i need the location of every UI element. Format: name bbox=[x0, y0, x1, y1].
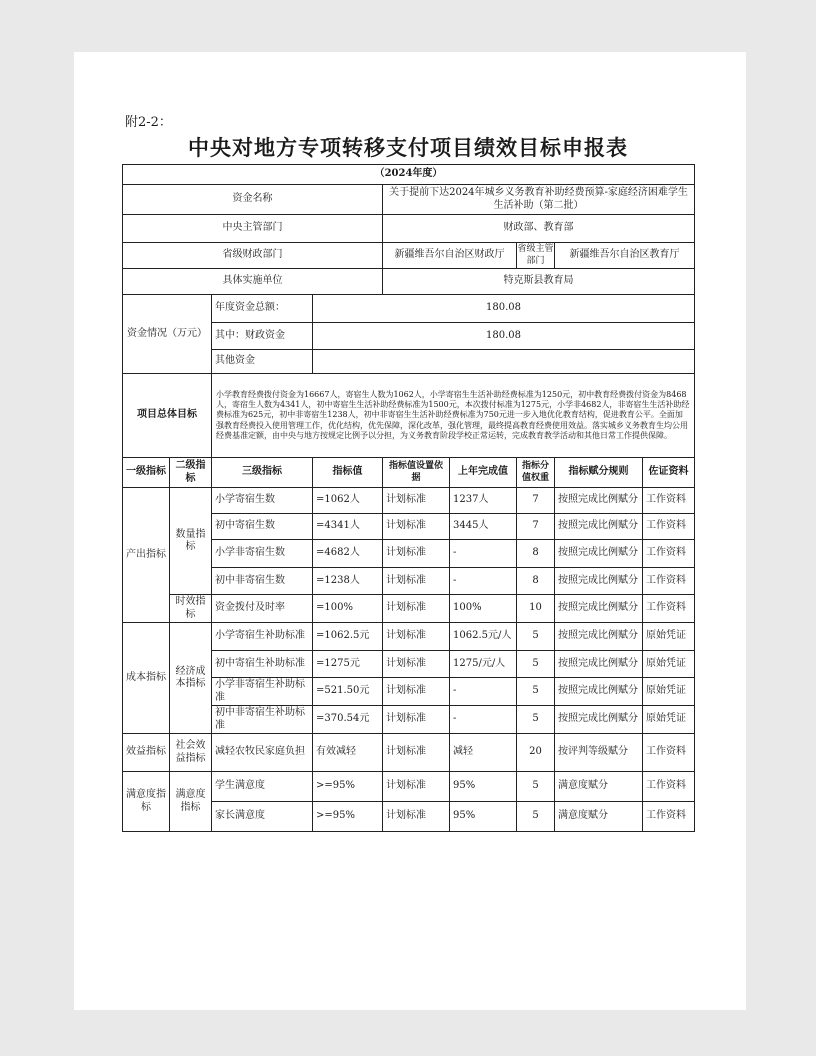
row-basis: 计划标准 bbox=[383, 651, 450, 678]
row-value: =1062.5元 bbox=[313, 623, 383, 651]
prov-dept-label: 省级主管部门 bbox=[517, 243, 555, 269]
row-value: =521.50元 bbox=[313, 678, 383, 706]
row-weight: 8 bbox=[517, 568, 555, 595]
row-l3: 小学非寄宿生数 bbox=[212, 540, 313, 568]
row-l3: 小学寄宿生补助标准 bbox=[212, 623, 313, 651]
row-value: =4682人 bbox=[313, 540, 383, 568]
other-funds-value bbox=[313, 350, 695, 374]
goal-text: 小学教育经费拨付资金为16667人，寄宿生人数为1062人，小学寄宿生生活补助经费标准为1250元，初中教育经费拨付资金为8468人，寄宿生人数为4341人，初中寄宿生生活补助经费标准为1500元，本次拨付标准为1275元，小学非4682人，非寄宿生生活补助经费标准为625元，初中非寄宿生1238人，初中非寄宿生生活补助经费标准为750元进一步入地优化教育结构，促进教育公平。全面加强教育经费投入使用管理工作，优化结构，优先保障，深化改革，强化管理，最终提高教育经费使用效益。落实城乡义务教育生均公用经费基准定额，由中央与地方按规定比例予以分担，为义务教育阶段学校正常运转，完成教育教学活动和其他日常工作提供保障。 bbox=[212, 374, 695, 458]
header-basis: 指标值设置依据 bbox=[383, 458, 450, 488]
table-row bbox=[123, 734, 695, 772]
annual-total-value: 180.08 bbox=[313, 295, 695, 323]
row-last: - bbox=[450, 568, 517, 595]
central-dept-label: 中央主管部门 bbox=[123, 215, 383, 243]
row-evidence: 原始凭证 bbox=[643, 706, 695, 734]
cat-timeliness: 时效指标 bbox=[170, 595, 212, 623]
impl-unit-value: 特克斯县教育局 bbox=[383, 269, 695, 295]
cat-econ-cost: 经济成本指标 bbox=[170, 623, 212, 734]
row-last: 95% bbox=[450, 772, 517, 802]
table-row bbox=[123, 623, 695, 651]
row-value: =1275元 bbox=[313, 651, 383, 678]
row-weight: 7 bbox=[517, 488, 555, 514]
row-weight: 7 bbox=[517, 514, 555, 540]
cat-benefit: 效益指标 bbox=[123, 734, 170, 772]
row-evidence: 工作资料 bbox=[643, 802, 695, 832]
row-value: =370.54元 bbox=[313, 706, 383, 734]
row-weight: 5 bbox=[517, 802, 555, 832]
row-weight: 8 bbox=[517, 540, 555, 568]
cat-satisfaction: 满意度指标 bbox=[123, 772, 170, 832]
row-last: - bbox=[450, 540, 517, 568]
row-weight: 5 bbox=[517, 706, 555, 734]
cat-satisfaction-2: 满意度指标 bbox=[170, 772, 212, 832]
row-weight: 10 bbox=[517, 595, 555, 623]
row-l3: 小学非寄宿生补助标准 bbox=[212, 678, 313, 706]
row-last: 1062.5元/人 bbox=[450, 623, 517, 651]
row-value: >=95% bbox=[313, 772, 383, 802]
row-basis: 计划标准 bbox=[383, 802, 450, 832]
row-l3: 初中非寄宿生数 bbox=[212, 568, 313, 595]
row-evidence: 原始凭证 bbox=[643, 651, 695, 678]
prov-finance-value: 新疆维吾尔自治区财政厅 bbox=[383, 243, 517, 269]
finance-funds-value: 180.08 bbox=[313, 323, 695, 350]
row-l3: 初中非寄宿生补助标准 bbox=[212, 706, 313, 734]
row-weight: 20 bbox=[517, 734, 555, 772]
row-value: =100% bbox=[313, 595, 383, 623]
header-level2: 二级指标 bbox=[170, 458, 212, 488]
row-basis: 计划标准 bbox=[383, 706, 450, 734]
row-l3: 家长满意度 bbox=[212, 802, 313, 832]
prov-dept-value: 新疆维吾尔自治区教育厅 bbox=[555, 243, 695, 269]
row-rule: 满意度赋分 bbox=[555, 772, 643, 802]
row-evidence: 原始凭证 bbox=[643, 623, 695, 651]
header-value: 指标值 bbox=[313, 458, 383, 488]
row-value: >=95% bbox=[313, 802, 383, 832]
row-last: 减轻 bbox=[450, 734, 517, 772]
row-last: - bbox=[450, 706, 517, 734]
row-basis: 计划标准 bbox=[383, 734, 450, 772]
row-evidence: 工作资料 bbox=[643, 734, 695, 772]
row-rule: 按照完成比例赋分 bbox=[555, 514, 643, 540]
row-rule: 按照完成比例赋分 bbox=[555, 651, 643, 678]
row-last: 100% bbox=[450, 595, 517, 623]
row-evidence: 工作资料 bbox=[643, 514, 695, 540]
row-rule: 按照完成比例赋分 bbox=[555, 595, 643, 623]
row-last: 1237人 bbox=[450, 488, 517, 514]
row-evidence: 工作资料 bbox=[643, 540, 695, 568]
table-row bbox=[123, 488, 695, 514]
row-evidence: 工作资料 bbox=[643, 488, 695, 514]
row-rule: 满意度赋分 bbox=[555, 802, 643, 832]
row-basis: 计划标准 bbox=[383, 568, 450, 595]
cat-cost: 成本指标 bbox=[123, 623, 170, 734]
row-weight: 5 bbox=[517, 678, 555, 706]
row-evidence: 工作资料 bbox=[643, 772, 695, 802]
row-rule: 按照完成比例赋分 bbox=[555, 488, 643, 514]
row-basis: 计划标准 bbox=[383, 623, 450, 651]
row-last: - bbox=[450, 678, 517, 706]
prov-finance-label: 省级财政部门 bbox=[123, 243, 383, 269]
row-basis: 计划标准 bbox=[383, 595, 450, 623]
cat-social: 社会效益指标 bbox=[170, 734, 212, 772]
funds-label: 资金情况（万元） bbox=[123, 295, 212, 374]
row-rule: 按照完成比例赋分 bbox=[555, 623, 643, 651]
cat-quantity: 数量指标 bbox=[170, 488, 212, 595]
header-evidence: 佐证资料 bbox=[643, 458, 695, 488]
row-rule: 按照完成比例赋分 bbox=[555, 678, 643, 706]
row-rule: 按照完成比例赋分 bbox=[555, 568, 643, 595]
row-rule: 按评判等级赋分 bbox=[555, 734, 643, 772]
row-l3: 初中寄宿生补助标准 bbox=[212, 651, 313, 678]
annual-total-label: 年度资金总额： bbox=[212, 295, 313, 323]
header-level3: 三级指标 bbox=[212, 458, 313, 488]
row-l3: 小学寄宿生数 bbox=[212, 488, 313, 514]
row-evidence: 工作资料 bbox=[643, 595, 695, 623]
row-l3: 资金拨付及时率 bbox=[212, 595, 313, 623]
row-evidence: 原始凭证 bbox=[643, 678, 695, 706]
annex-label: 附2-2： bbox=[125, 115, 172, 130]
row-evidence: 工作资料 bbox=[643, 568, 695, 595]
row-rule: 按照完成比例赋分 bbox=[555, 540, 643, 568]
finance-funds-label: 其中：财政资金 bbox=[212, 323, 313, 350]
row-value: =1238人 bbox=[313, 568, 383, 595]
row-basis: 计划标准 bbox=[383, 678, 450, 706]
row-l3: 减轻农牧民家庭负担 bbox=[212, 734, 313, 772]
row-rule: 按照完成比例赋分 bbox=[555, 706, 643, 734]
form-title: 中央对地方专项转移支付项目绩效目标申报表 bbox=[188, 135, 628, 160]
row-value: =1062人 bbox=[313, 488, 383, 514]
table-row bbox=[123, 772, 695, 802]
row-weight: 5 bbox=[517, 623, 555, 651]
row-weight: 5 bbox=[517, 772, 555, 802]
year-cell: （2024年度） bbox=[123, 165, 695, 185]
cat-output: 产出指标 bbox=[123, 488, 170, 623]
goal-label: 项目总体目标 bbox=[123, 374, 212, 458]
row-basis: 计划标准 bbox=[383, 514, 450, 540]
fund-name-value: 关于提前下达2024年城乡义务教育补助经费预算-家庭经济困难学生生活补助（第二批） bbox=[383, 185, 695, 215]
row-value: =4341人 bbox=[313, 514, 383, 540]
row-l3: 初中寄宿生数 bbox=[212, 514, 313, 540]
row-basis: 计划标准 bbox=[383, 540, 450, 568]
header-weight: 指标分值权重 bbox=[517, 458, 555, 488]
row-value: 有效减轻 bbox=[313, 734, 383, 772]
table-row bbox=[123, 595, 695, 623]
impl-unit-label: 具体实施单位 bbox=[123, 269, 383, 295]
central-dept-value: 财政部、教育部 bbox=[383, 215, 695, 243]
header-level1: 一级指标 bbox=[123, 458, 170, 488]
row-weight: 5 bbox=[517, 651, 555, 678]
row-basis: 计划标准 bbox=[383, 488, 450, 514]
row-l3: 学生满意度 bbox=[212, 772, 313, 802]
header-last: 上年完成值 bbox=[450, 458, 517, 488]
other-funds-label: 其他资金 bbox=[212, 350, 313, 374]
header-rule: 指标赋分规则 bbox=[555, 458, 643, 488]
row-basis: 计划标准 bbox=[383, 772, 450, 802]
performance-target-table bbox=[122, 164, 695, 832]
fund-name-label: 资金名称 bbox=[123, 185, 383, 215]
row-last: 95% bbox=[450, 802, 517, 832]
row-last: 1275/元/人 bbox=[450, 651, 517, 678]
row-last: 3445人 bbox=[450, 514, 517, 540]
